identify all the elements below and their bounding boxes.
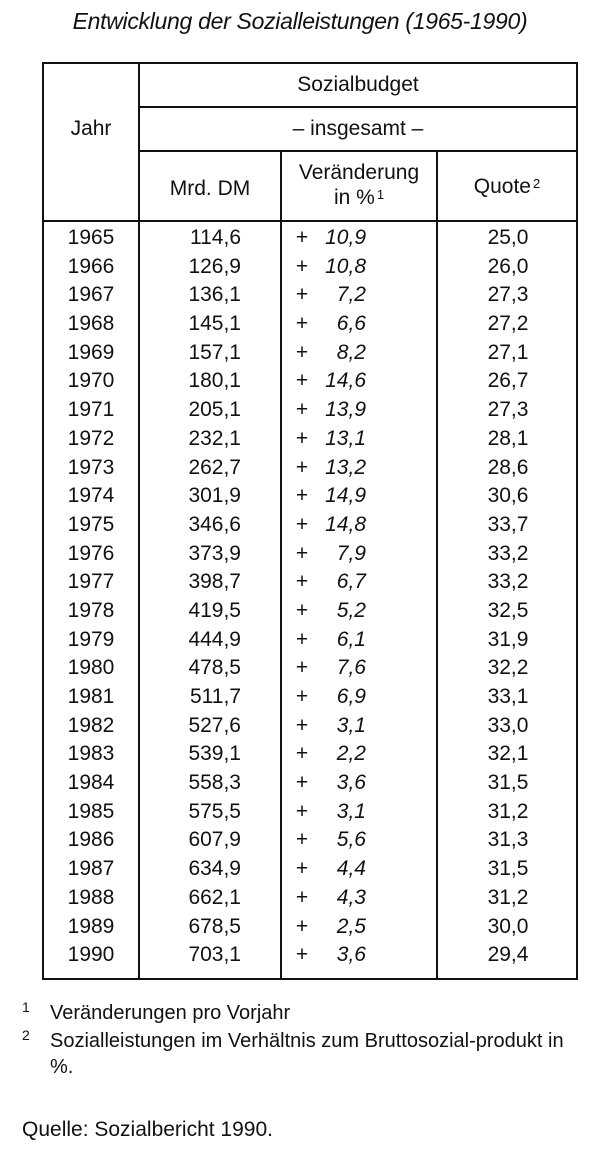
change-percent-cell: 6,9 xyxy=(336,685,366,708)
table-row xyxy=(44,712,576,741)
change-sign-cell: + xyxy=(295,541,309,565)
year-cell: 1988 xyxy=(67,885,115,909)
quote-cell: 27,3 xyxy=(487,398,529,422)
footnote-ref-1: 1 xyxy=(376,187,385,202)
footnote-text: Veränderungen pro Vorjahr xyxy=(50,1002,291,1024)
page-title: Entwicklung der Sozialleistungen (1965-1990) xyxy=(72,8,528,34)
change-percent-cell: 3,6 xyxy=(336,771,366,795)
year-cell: 1983 xyxy=(67,742,115,766)
change-sign-cell: + xyxy=(295,254,309,278)
quote-cell: 32,2 xyxy=(487,656,529,680)
footnote-number: 1 xyxy=(22,999,30,1015)
change-percent-cell: 7,2 xyxy=(336,283,366,307)
change-percent-cell: 13,9 xyxy=(325,398,366,422)
year-cell: 1965 xyxy=(67,226,115,249)
quote-cell: 30,6 xyxy=(487,484,529,508)
year-cell: 1990 xyxy=(67,943,115,967)
table-body xyxy=(44,224,576,970)
change-percent-cell: 13,2 xyxy=(325,455,366,479)
table-row xyxy=(44,941,576,970)
table-row xyxy=(44,683,576,712)
change-sign-cell: + xyxy=(295,885,309,909)
year-cell: 1989 xyxy=(67,914,115,938)
change-percent-cell: 6,7 xyxy=(336,570,366,594)
change-percent-cell: 14,6 xyxy=(325,369,366,393)
footnote-1 xyxy=(22,1000,582,1026)
quote-cell: 30,0 xyxy=(487,914,529,938)
year-cell: 1981 xyxy=(67,685,115,708)
quote-cell: 26,7 xyxy=(487,369,529,393)
quote-cell: 31,9 xyxy=(487,627,529,651)
mrd-dm-cell: 511,7 xyxy=(190,685,241,708)
table-row xyxy=(44,597,576,626)
divider xyxy=(138,150,576,152)
change-percent-cell: 7,6 xyxy=(336,656,366,680)
quote-cell: 29,4 xyxy=(487,943,529,967)
mrd-dm-cell: 205,1 xyxy=(188,398,241,422)
year-cell: 1971 xyxy=(67,398,115,422)
year-cell: 1984 xyxy=(67,771,115,795)
change-percent-cell: 10,8 xyxy=(325,254,366,278)
year-cell: 1985 xyxy=(67,799,115,823)
change-sign-cell: + xyxy=(295,943,309,967)
change-percent-cell: 10,9 xyxy=(325,226,366,249)
change-sign-cell: + xyxy=(295,426,309,450)
change-percent-cell: 3,6 xyxy=(336,943,366,967)
mrd-dm-cell: 145,1 xyxy=(188,312,241,336)
header-quote xyxy=(438,174,576,199)
change-sign-cell: + xyxy=(295,226,309,249)
year-cell: 1968 xyxy=(67,312,115,336)
header-veraenderung-line1: Veränderung xyxy=(298,161,420,184)
quote-cell: 33,0 xyxy=(487,713,529,737)
change-sign-cell: + xyxy=(295,685,309,708)
footnote-ref-2: 2 xyxy=(532,176,541,191)
change-percent-cell: 7,9 xyxy=(336,541,366,565)
source-note: Quelle: Sozialbericht 1990. xyxy=(22,1118,273,1141)
change-percent-cell: 4,3 xyxy=(336,885,366,909)
table-row xyxy=(44,339,576,368)
mrd-dm-cell: 126,9 xyxy=(188,254,241,278)
quote-cell: 31,2 xyxy=(487,799,529,823)
year-cell: 1978 xyxy=(67,598,115,622)
change-sign-cell: + xyxy=(295,369,309,393)
quote-cell: 31,3 xyxy=(487,828,529,852)
change-percent-cell: 5,6 xyxy=(336,828,366,852)
table-row xyxy=(44,798,576,827)
mrd-dm-cell: 398,7 xyxy=(188,570,241,594)
mrd-dm-cell: 478,5 xyxy=(188,656,241,680)
year-cell: 1974 xyxy=(67,484,115,508)
year-cell: 1972 xyxy=(67,426,115,450)
quote-cell: 32,5 xyxy=(487,598,529,622)
change-sign-cell: + xyxy=(295,512,309,536)
divider xyxy=(44,220,576,222)
table-row xyxy=(44,855,576,884)
change-sign-cell: + xyxy=(295,398,309,422)
table-row xyxy=(44,425,576,454)
change-sign-cell: + xyxy=(295,771,309,795)
table-row xyxy=(44,454,576,483)
change-percent-cell: 4,4 xyxy=(336,857,366,881)
quote-cell: 27,3 xyxy=(487,283,529,307)
change-percent-cell: 14,9 xyxy=(325,484,366,508)
quote-cell: 33,2 xyxy=(487,541,529,565)
table-row xyxy=(44,511,576,540)
year-cell: 1986 xyxy=(67,828,115,852)
table-row xyxy=(44,367,576,396)
table-row xyxy=(44,626,576,655)
change-percent-cell: 6,1 xyxy=(336,627,366,651)
year-cell: 1966 xyxy=(67,254,115,278)
mrd-dm-cell: 346,6 xyxy=(188,512,241,536)
mrd-dm-cell: 232,1 xyxy=(188,426,241,450)
change-sign-cell: + xyxy=(295,340,309,364)
change-percent-cell: 2,2 xyxy=(336,742,366,766)
mrd-dm-cell: 558,3 xyxy=(188,771,241,795)
change-sign-cell: + xyxy=(295,742,309,766)
mrd-dm-cell: 539,1 xyxy=(188,742,241,766)
header-sozialbudget: Sozialbudget xyxy=(297,73,419,96)
mrd-dm-cell: 703,1 xyxy=(188,943,241,967)
divider xyxy=(138,106,576,108)
change-sign-cell: + xyxy=(295,570,309,594)
change-sign-cell: + xyxy=(295,857,309,881)
footnote-2 xyxy=(22,1028,582,1080)
change-sign-cell: + xyxy=(295,455,309,479)
change-percent-cell: 6,6 xyxy=(336,312,366,336)
year-cell: 1980 xyxy=(67,656,115,680)
table-row xyxy=(44,740,576,769)
header-veraenderung-line2 xyxy=(282,185,436,210)
mrd-dm-cell: 444,9 xyxy=(188,627,241,651)
header-mrd-dm: Mrd. DM xyxy=(169,177,251,200)
change-sign-cell: + xyxy=(295,656,309,680)
change-sign-cell: + xyxy=(295,828,309,852)
quote-cell: 32,1 xyxy=(487,742,529,766)
header-veraenderung-text: in % xyxy=(333,186,375,209)
table-row xyxy=(44,396,576,425)
table-row xyxy=(44,281,576,310)
table-row xyxy=(44,224,576,253)
quote-cell: 31,2 xyxy=(487,885,529,909)
data-table xyxy=(42,62,578,980)
change-sign-cell: + xyxy=(295,713,309,737)
mrd-dm-cell: 262,7 xyxy=(188,455,241,479)
table-row xyxy=(44,654,576,683)
quote-cell: 27,2 xyxy=(487,312,529,336)
table-row xyxy=(44,482,576,511)
change-percent-cell: 13,1 xyxy=(325,426,366,450)
year-cell: 1982 xyxy=(67,713,115,737)
table-row xyxy=(44,310,576,339)
mrd-dm-cell: 157,1 xyxy=(188,340,241,364)
change-sign-cell: + xyxy=(295,799,309,823)
quote-cell: 27,1 xyxy=(487,340,529,364)
year-cell: 1967 xyxy=(67,283,115,307)
footnotes xyxy=(22,1000,582,1082)
table-row xyxy=(44,568,576,597)
quote-cell: 28,1 xyxy=(487,426,529,450)
mrd-dm-cell: 373,9 xyxy=(188,541,241,565)
mrd-dm-cell: 678,5 xyxy=(188,914,241,938)
change-sign-cell: + xyxy=(295,312,309,336)
change-percent-cell: 2,5 xyxy=(336,914,366,938)
table-row xyxy=(44,769,576,798)
quote-cell: 26,0 xyxy=(487,254,529,278)
year-cell: 1970 xyxy=(67,369,115,393)
mrd-dm-cell: 575,5 xyxy=(188,799,241,823)
quote-cell: 33,7 xyxy=(487,512,529,536)
quote-cell: 25,0 xyxy=(487,226,529,249)
mrd-dm-cell: 607,9 xyxy=(188,828,241,852)
quote-cell: 33,1 xyxy=(487,685,529,708)
header-insgesamt: – insgesamt – xyxy=(292,117,424,140)
year-cell: 1975 xyxy=(67,512,115,536)
footnote-number: 2 xyxy=(22,1027,30,1043)
quote-cell: 28,6 xyxy=(487,455,529,479)
year-cell: 1973 xyxy=(67,455,115,479)
quote-cell: 31,5 xyxy=(487,771,529,795)
change-percent-cell: 5,2 xyxy=(336,598,366,622)
year-cell: 1977 xyxy=(67,570,115,594)
change-percent-cell: 14,8 xyxy=(325,512,366,536)
year-cell: 1976 xyxy=(67,541,115,565)
change-sign-cell: + xyxy=(295,484,309,508)
mrd-dm-cell: 634,9 xyxy=(188,857,241,881)
year-cell: 1979 xyxy=(67,627,115,651)
footnote-text: Sozialleistungen im Verhältnis zum Bruttosozial-produkt in %. xyxy=(50,1030,564,1078)
header-veraenderung xyxy=(282,160,436,210)
table-row xyxy=(44,826,576,855)
header-quote-text: Quote xyxy=(473,175,531,198)
mrd-dm-cell: 419,5 xyxy=(188,598,241,622)
quote-cell: 31,5 xyxy=(487,857,529,881)
table-row xyxy=(44,884,576,913)
table-row xyxy=(44,540,576,569)
change-sign-cell: + xyxy=(295,598,309,622)
mrd-dm-cell: 180,1 xyxy=(188,369,241,393)
year-cell: 1969 xyxy=(67,340,115,364)
table-row xyxy=(44,253,576,282)
mrd-dm-cell: 114,6 xyxy=(190,226,241,249)
table-row xyxy=(44,913,576,942)
change-sign-cell: + xyxy=(295,914,309,938)
change-percent-cell: 8,2 xyxy=(336,340,366,364)
header-jahr: Jahr xyxy=(70,117,112,140)
change-percent-cell: 3,1 xyxy=(336,799,366,823)
mrd-dm-cell: 301,9 xyxy=(188,484,241,508)
change-percent-cell: 3,1 xyxy=(336,713,366,737)
quote-cell: 33,2 xyxy=(487,570,529,594)
change-sign-cell: + xyxy=(295,283,309,307)
year-cell: 1987 xyxy=(67,857,115,881)
mrd-dm-cell: 136,1 xyxy=(188,283,241,307)
mrd-dm-cell: 527,6 xyxy=(188,713,241,737)
change-sign-cell: + xyxy=(295,627,309,651)
mrd-dm-cell: 662,1 xyxy=(188,885,241,909)
